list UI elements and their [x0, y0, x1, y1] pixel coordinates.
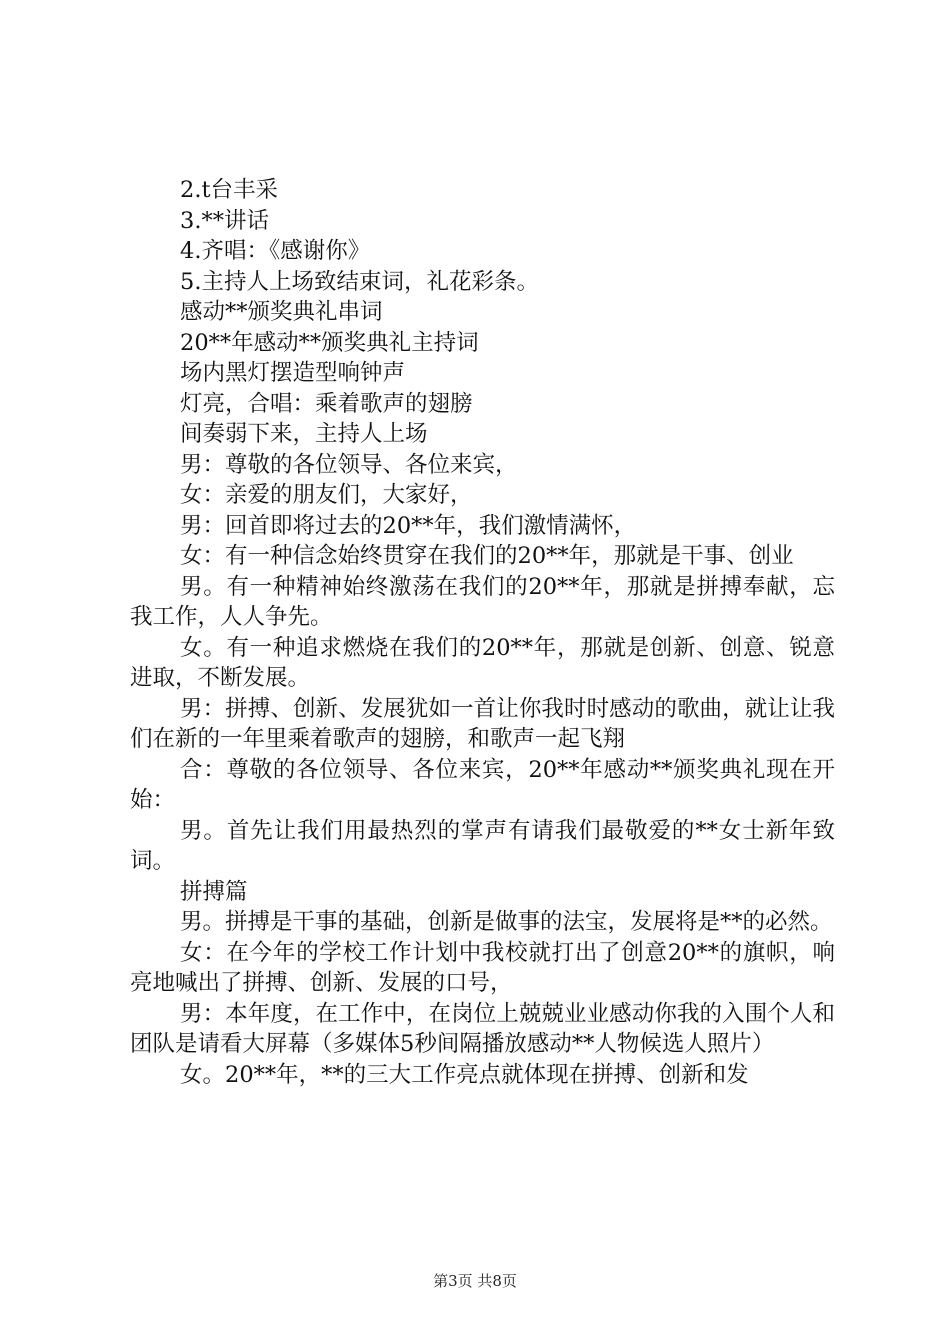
- paragraph: 女：亲爱的朋友们，大家好，: [180, 482, 473, 508]
- paragraph: 合：尊敬的各位领导、各位来宾，20**年感动**颁奖典礼现在开始：: [130, 756, 835, 813]
- paragraph: 女：有一种信念始终贯穿在我们的20**年，那就是干事、创业: [180, 543, 794, 569]
- paragraph: 男：回首即将过去的20**年，我们激情满怀，: [180, 512, 637, 539]
- paragraph: 男：本年度，在工作中，在岗位上兢兢业业感动你我的入围个人和团队是请看大屏幕（多媒体5秒间隔播放感动**人物候选人照片）: [130, 1000, 835, 1057]
- document-body: [130, 175, 835, 1090]
- paragraph: 男。拼搏是干事的基础，创新是做事的法宝，发展将是**的必然。: [180, 909, 833, 935]
- paragraph: 男。首先让我们用最热烈的掌声有请我们最敬爱的**女士新年致词。: [130, 817, 835, 874]
- paragraph: 女。有一种追求燃烧在我们的20**年，那就是创新、创意、锐意进取，不断发展。: [130, 634, 835, 691]
- paragraph: 灯亮，合唱：乘着歌声的翅膀: [180, 390, 473, 417]
- paragraph: 男。有一种精神始终激荡在我们的20**年，那就是拼搏奉献，忘我工作，人人争先。: [130, 573, 835, 630]
- paragraph: 间奏弱下来，主持人上场: [180, 421, 428, 447]
- paragraph: 男：拼搏、创新、发展犹如一首让你我时时感动的歌曲，就让让我们在新的一年里乘着歌声的翅膀，和歌声一起飞翔: [130, 695, 835, 752]
- paragraph: 男：尊敬的各位领导、各位来宾，: [180, 451, 518, 478]
- paragraph: 场内黑灯摆造型响钟声: [180, 360, 406, 386]
- paragraph: 2.t台丰采: [180, 177, 279, 203]
- paragraph: 感动**颁奖典礼串词: [180, 299, 383, 325]
- paragraph: 女：在今年的学校工作计划中我校就打出了创意20**的旗帜，响亮地喊出了拼搏、创新、发展的口号，: [130, 939, 835, 996]
- paragraph: 20**年感动**颁奖典礼主持词: [180, 329, 479, 356]
- paragraph: 5.主持人上场致结束词，礼花彩条。: [180, 268, 539, 295]
- paragraph: 4.齐唱：《感谢你》: [180, 238, 371, 264]
- paragraph: 女。20**年，**的三大工作亮点就体现在拼搏、创新和发: [180, 1061, 749, 1088]
- paragraph: 3.**讲话: [180, 207, 269, 234]
- section-heading: 拼搏篇: [180, 878, 248, 905]
- page-number: 第3页 共8页: [433, 1272, 517, 1290]
